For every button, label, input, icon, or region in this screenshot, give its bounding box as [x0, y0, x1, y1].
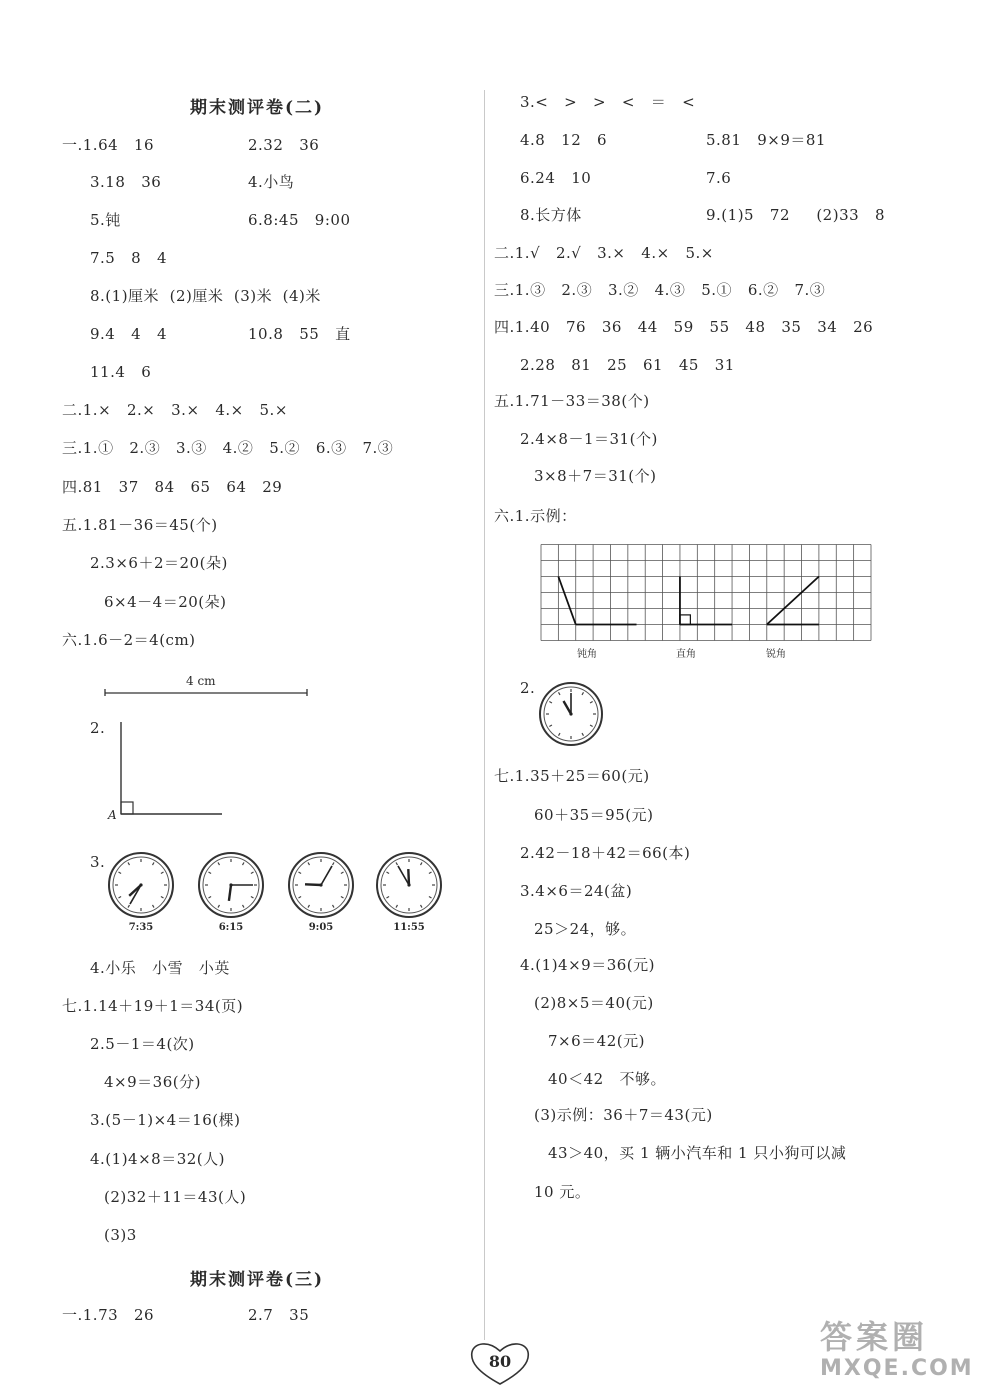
- answer-line: 3.< > > < ＝ <: [520, 93, 696, 111]
- answer-line: 5.81 9×9＝81: [706, 131, 826, 149]
- hour-hand: [564, 701, 572, 714]
- answer-line: 25＞24，够。: [534, 920, 637, 938]
- answer-line: 10.8 55 直: [248, 325, 351, 343]
- point-label: A: [108, 808, 117, 822]
- question-label: 2.: [520, 679, 536, 697]
- answer-line: 四.1.40 76 36 44 59 55 48 35 34 26: [494, 318, 874, 336]
- answer-line: 9.(1)5 72 (2)33 8: [706, 206, 886, 224]
- answer-line: 7.6: [706, 169, 732, 187]
- answer-line: 二.1.× 2.× 3.× 4.× 5.×: [62, 401, 288, 419]
- angle-label-obtuse: 钝角: [577, 649, 597, 660]
- watermark-title: 答案圈: [820, 1318, 929, 1356]
- answer-line: 6.8:45 9:00: [248, 211, 351, 229]
- answer-line: (3)3: [104, 1226, 137, 1244]
- answer-line: 4.8 12 6: [520, 131, 608, 149]
- answer-line: 40＜42 不够。: [548, 1070, 666, 1088]
- answer-line: 4×9＝36(分): [104, 1073, 201, 1091]
- section-title-2: 期末测评卷(二): [190, 98, 325, 118]
- answer-line: 3.4×6＝24(盆): [520, 882, 633, 900]
- answer-line: 2.4×8－1＝31(个): [520, 430, 658, 448]
- answer-line: 43＞40，买 1 辆小汽车和 1 只小狗可以减: [548, 1144, 847, 1162]
- answer-line: 6×4－4＝20(朵): [104, 593, 227, 611]
- answer-line: 2.42－18＋42＝66(本): [520, 844, 691, 862]
- answer-line: 4.(1)4×8＝32(人): [90, 1150, 226, 1168]
- answer-line: 5.钝: [90, 211, 121, 229]
- answer-line: 六.1.示例：: [494, 507, 577, 525]
- answer-line: 一.1.73 26: [62, 1306, 155, 1324]
- answer-line: 4.小鸟: [248, 173, 295, 191]
- watermark-url: MXQE.COM: [820, 1356, 974, 1381]
- answer-line: 2.7 35: [248, 1306, 310, 1324]
- answer-line: 三.1.③ 2.③ 3.② 4.③ 5.① 6.② 7.③: [494, 281, 826, 299]
- answer-line: 11.4 6: [90, 363, 152, 381]
- clock-icon: [540, 683, 602, 745]
- angle-label-right: 直角: [676, 649, 696, 660]
- answer-line: 五.1.81－36＝45(个): [62, 516, 218, 534]
- clock-time-label: 6:15: [218, 922, 244, 933]
- answer-line: 七.1.35＋25＝60(元): [494, 767, 650, 785]
- answer-line: (2)8×5＝40(元): [534, 994, 654, 1012]
- answer-line: 三.1.① 2.③ 3.③ 4.② 5.② 6.③ 7.③: [62, 439, 394, 457]
- answer-line: (3)示例：36＋7＝43(元): [534, 1106, 713, 1124]
- clock-time-label: 11:55: [393, 922, 425, 933]
- answer-line: 2.32 36: [248, 136, 320, 154]
- answer-line: 五.1.71－33＝38(个): [494, 392, 650, 410]
- answer-line: 10 元。: [534, 1183, 591, 1201]
- answer-line: 四.81 37 84 65 64 29: [62, 478, 283, 496]
- answer-line: 8.长方体: [520, 206, 582, 224]
- answer-line: 2.28 81 25 61 45 31: [520, 356, 735, 374]
- answer-line: 二.1.√ 2.√ 3.× 4.× 5.×: [494, 244, 714, 262]
- watermark-logo: [820, 1318, 990, 1382]
- question-label: 3.: [90, 853, 106, 871]
- answer-line: 8.(1)厘米 (2)厘米 (3)米 (4)米: [90, 287, 321, 305]
- answer-line: 3×8＋7＝31(个): [534, 467, 657, 485]
- answer-line: 7×6＝42(元): [548, 1032, 645, 1050]
- answer-line: 七.1.14＋19＋1＝34(页): [62, 997, 244, 1015]
- answer-line: 一.1.64 16: [62, 136, 155, 154]
- answer-line: 六.1.6－2＝4(cm): [62, 631, 196, 649]
- answer-line: 60＋35＝95(元): [534, 806, 654, 824]
- answer-line: 2.5－1＝4(次): [90, 1035, 195, 1053]
- segment-label: 4 cm: [186, 674, 216, 688]
- answer-line: (2)32＋11＝43(人): [104, 1188, 247, 1206]
- clock-time-label: 7:35: [128, 922, 154, 933]
- question-label: 2.: [90, 719, 106, 737]
- answer-line: 6.24 10: [520, 169, 592, 187]
- clock-time-label: 9:05: [308, 922, 334, 933]
- answer-line: 9.4 4 4: [90, 325, 168, 343]
- answer-line: 3.18 36: [90, 173, 162, 191]
- answer-line: 3.(5－1)×4＝16(棵): [90, 1111, 241, 1129]
- section-title-3: 期末测评卷(三): [190, 1270, 325, 1290]
- answer-line: 7.5 8 4: [90, 249, 168, 267]
- angle-label-acute: 锐角: [766, 649, 786, 660]
- answer-line: 4.小乐 小雪 小英: [90, 959, 230, 977]
- answer-line: 4.(1)4×9＝36(元): [520, 956, 656, 974]
- answer-line: 2.3×6＋2＝20(朵): [90, 554, 228, 572]
- page-number: 80: [488, 1352, 512, 1371]
